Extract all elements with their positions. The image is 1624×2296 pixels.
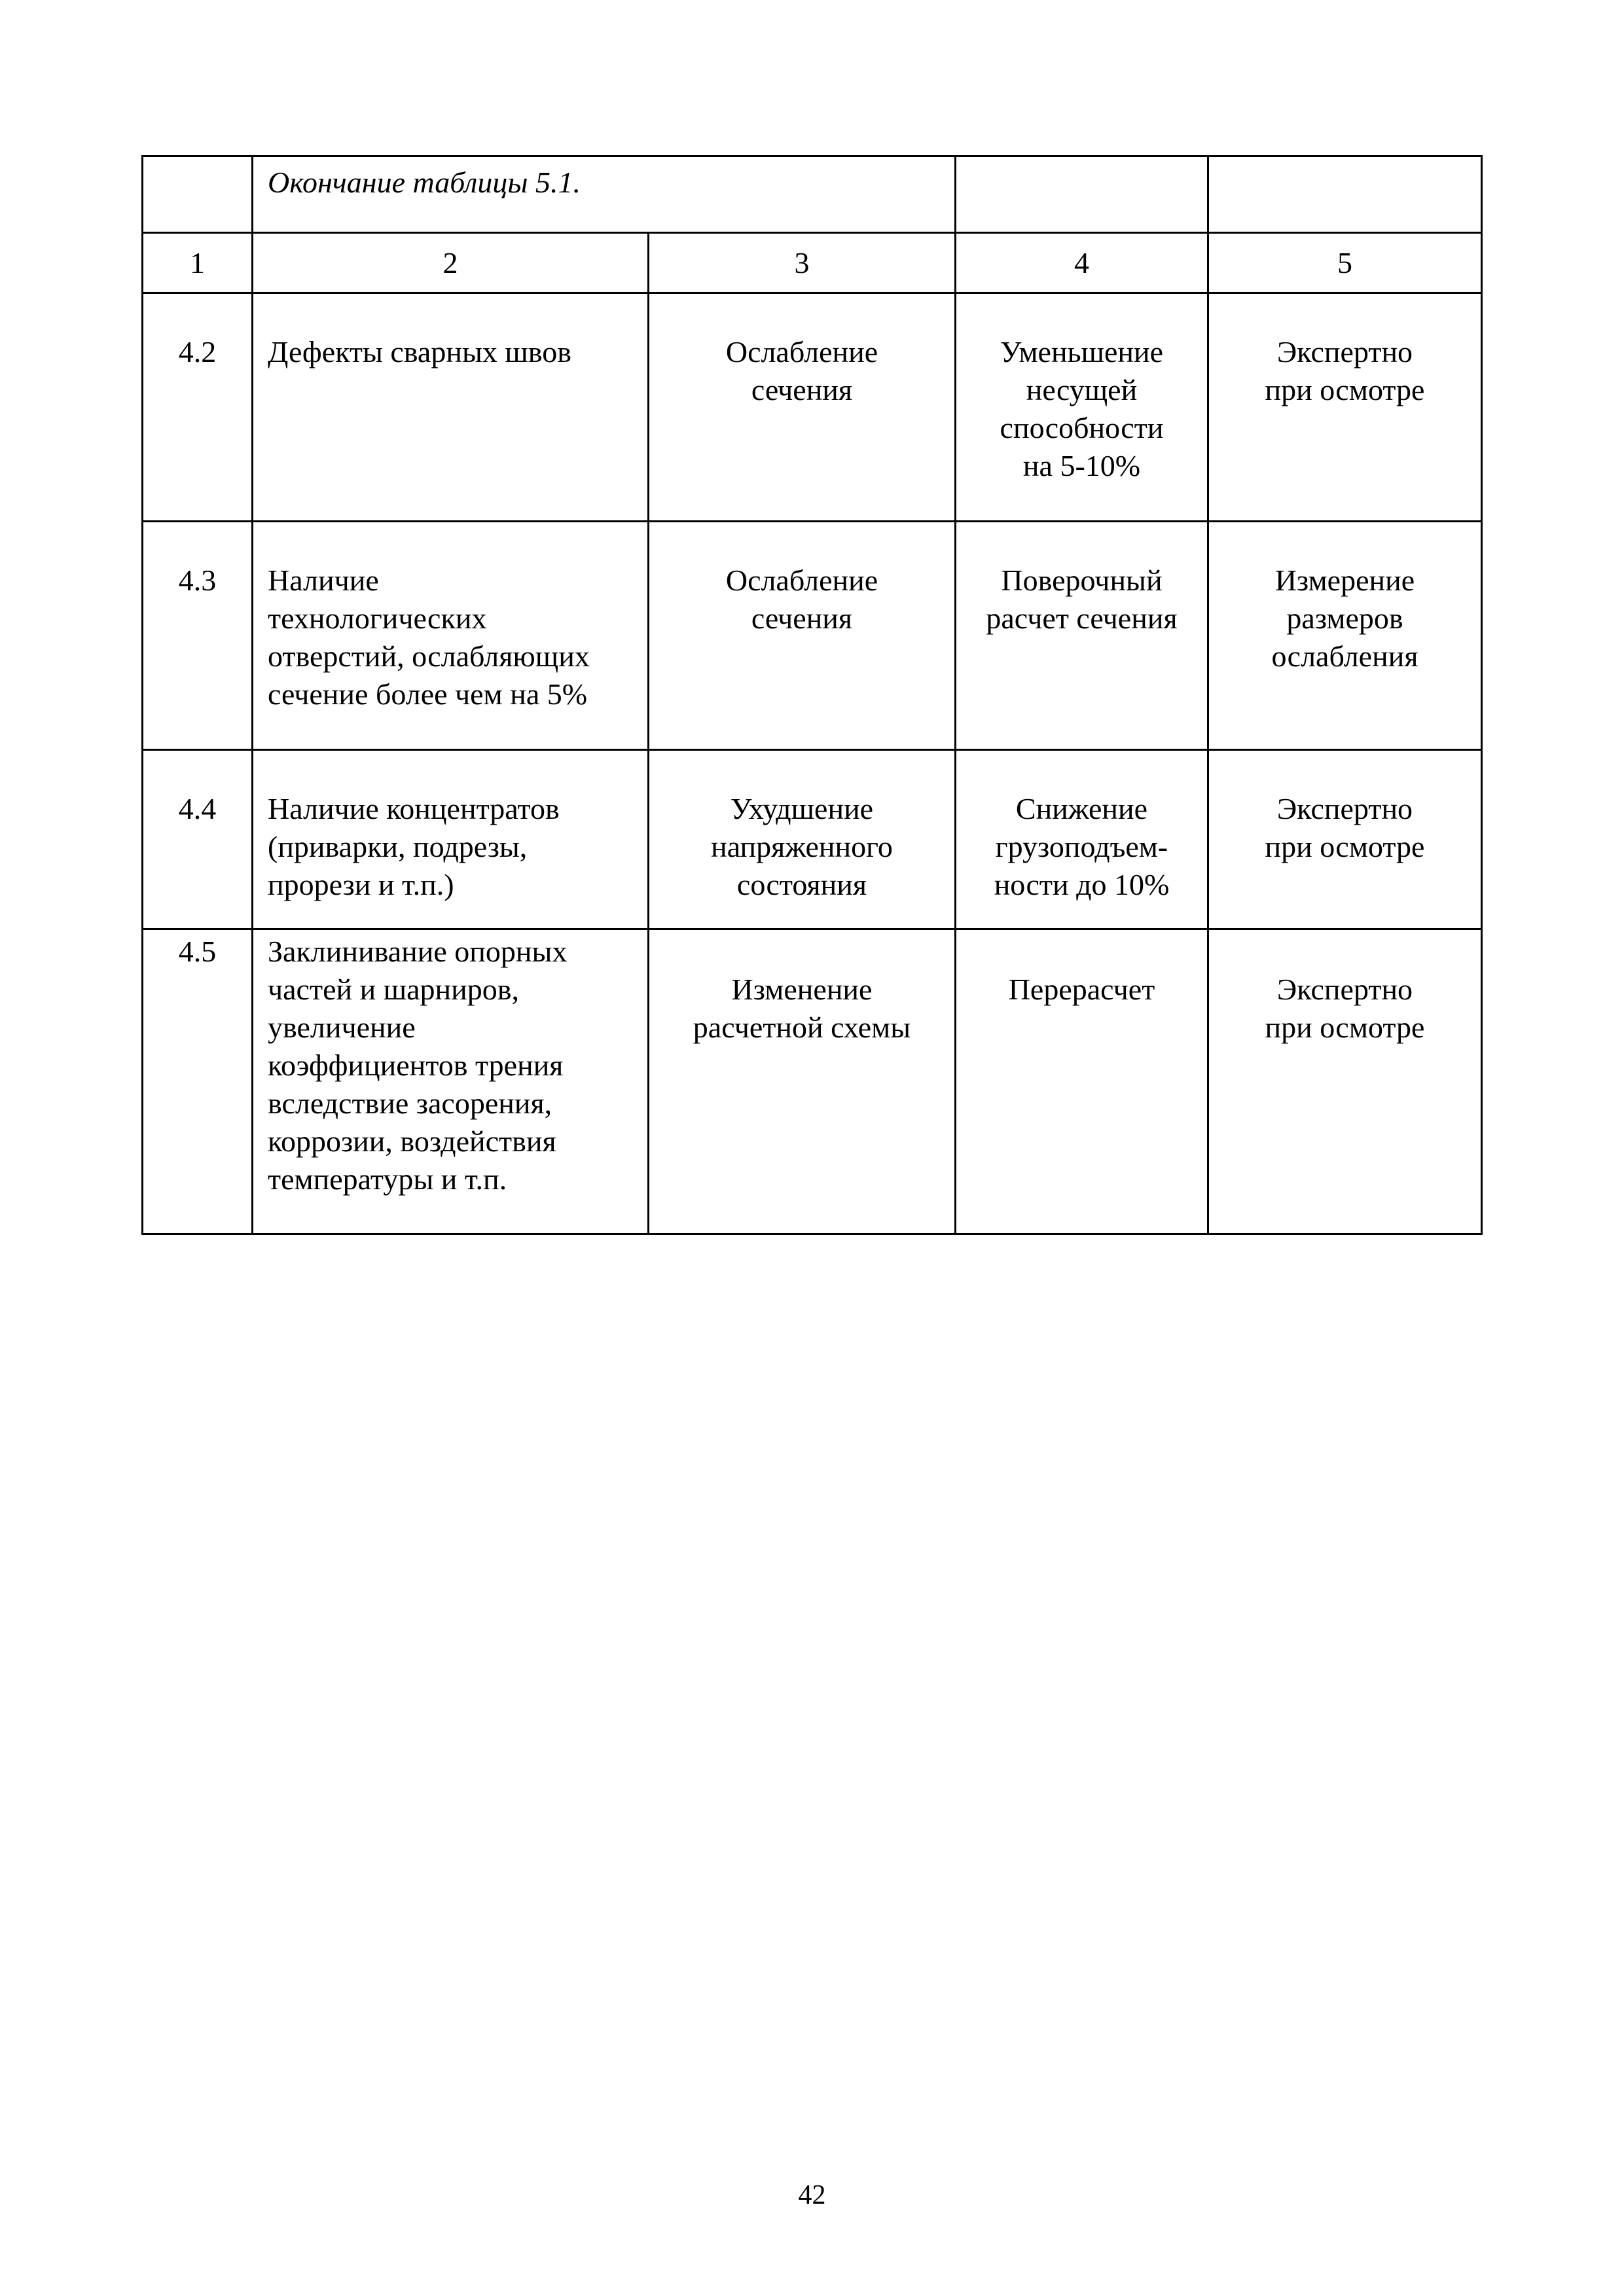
defects-table (141, 155, 1483, 1235)
consequence-cell: Ухудшение напряженного состояния (649, 750, 956, 929)
defect-cell: Наличие концентратов (приварки, подрезы, прорези и т.п.) (253, 750, 649, 929)
column-number-row (143, 233, 1482, 293)
consequence-cell: Ослабление сечения (649, 293, 956, 522)
assessment-cell: Поверочный расчет сечения (956, 522, 1208, 750)
table-caption-row (143, 156, 1482, 233)
column-number: 4 (956, 233, 1208, 293)
method-cell: Экспертно при осмотре (1208, 929, 1482, 1234)
column-number: 5 (1208, 233, 1482, 293)
defect-cell: Дефекты сварных швов (253, 293, 649, 522)
row-number: 4.4 (143, 750, 253, 929)
assessment-cell: Снижение грузоподъем- ности до 10% (956, 750, 1208, 929)
page-number: 42 (798, 2180, 826, 2210)
table-row (143, 293, 1482, 522)
table-row (143, 750, 1482, 929)
defect-cell: Наличие технологических отверстий, ослабляющих сечение более чем на 5% (253, 522, 649, 750)
consequence-cell: Изменение расчетной схемы (649, 929, 956, 1234)
assessment-cell: Уменьшение несущей способности на 5-10% (956, 293, 1208, 522)
table-caption: Окончание таблицы 5.1. (253, 156, 956, 233)
defect-cell: Заклинивание опорных частей и шарниров, увеличение коэффициентов трения вследствие засорения, коррозии, воздействия температуры и т.п. (253, 929, 649, 1234)
table-row (143, 522, 1482, 750)
method-cell: Экспертно при осмотре (1208, 293, 1482, 522)
method-cell: Экспертно при осмотре (1208, 750, 1482, 929)
assessment-cell: Перерасчет (956, 929, 1208, 1234)
column-number: 3 (649, 233, 956, 293)
caption-empty-cell (143, 156, 253, 233)
row-number: 4.5 (143, 929, 253, 1234)
caption-empty-cell (956, 156, 1208, 233)
consequence-cell: Ослабление сечения (649, 522, 956, 750)
table-row (143, 929, 1482, 1234)
row-number: 4.3 (143, 522, 253, 750)
row-number: 4.2 (143, 293, 253, 522)
caption-empty-cell (1208, 156, 1482, 233)
column-number: 1 (143, 233, 253, 293)
method-cell: Измерение размеров ослабления (1208, 522, 1482, 750)
column-number: 2 (253, 233, 649, 293)
